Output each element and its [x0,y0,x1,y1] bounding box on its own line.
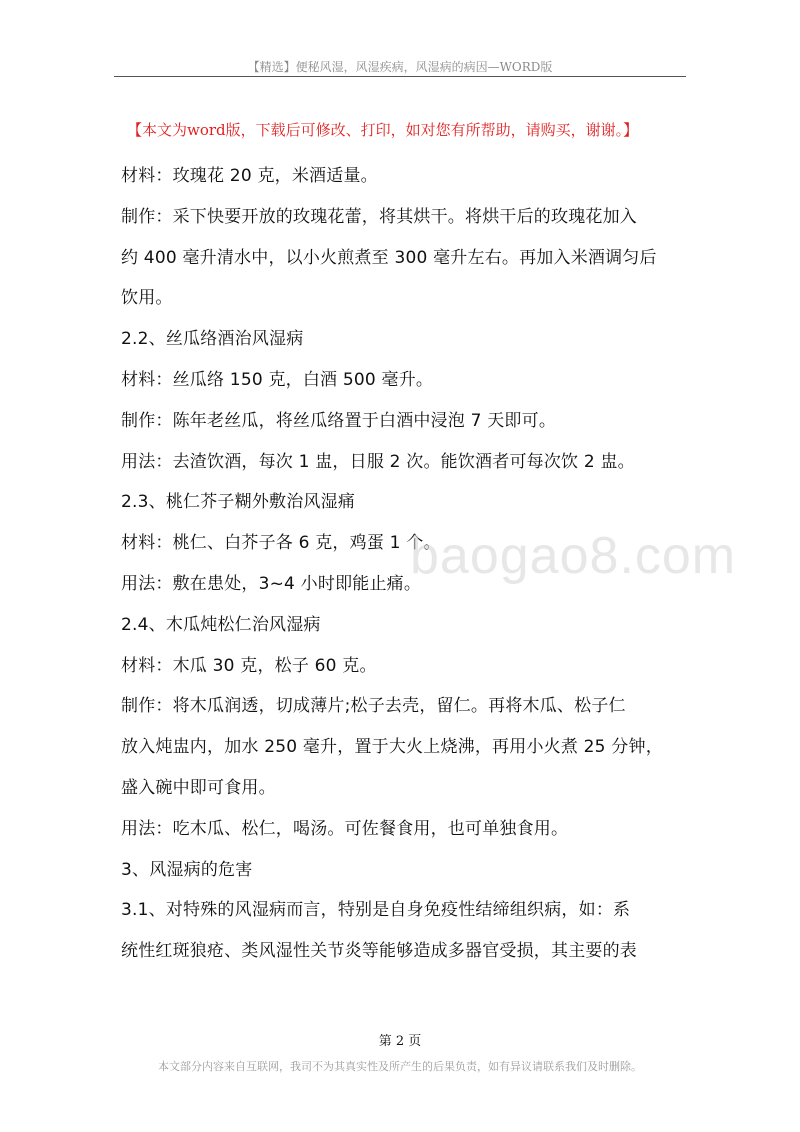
word-version-notice: 【本文为word版，下载后可修改、打印，如对您有所帮助，请购买，谢谢。】 [127,121,639,139]
section-heading: 3、风湿病的危害 [121,859,253,880]
page-number: 第 2 页 [378,1034,422,1049]
body-line: 约 400 毫升清水中，以小火煎煮至 300 毫升左右。再加入米酒调匀后 [121,247,657,268]
section-heading: 2.4、木瓜炖松仁治风湿病 [121,614,321,635]
body-line: 盛入碗中即可食用。 [121,777,276,798]
body-line: 制作：采下快要开放的玫瑰花蕾，将其烘干。将烘干后的玫瑰花加入 [121,206,637,227]
body-line: 饮用。 [121,288,173,309]
body-line: 制作：陈年老丝瓜，将丝瓜络置于白酒中浸泡 7 天即可。 [121,410,557,431]
watermark: baogao8.com [410,527,737,585]
body-line: 用法：吃木瓜、松仁，喝汤。可佐餐食用，也可单独食用。 [121,818,569,839]
document-header: 【精选】便秘风湿，风湿疾病，风湿病的病因—WORD版 [247,60,553,74]
body-line: 用法：敷在患处，3~4 小时即能止痛。 [121,573,422,594]
body-line: 材料：木瓜 30 克，松子 60 克。 [121,655,377,676]
section-heading: 2.3、桃仁芥子糊外敷治风湿痛 [121,492,356,513]
body-line: 统性红斑狼疮、类风湿性关节炎等能够造成多器官受损，其主要的表 [121,941,637,962]
body-line: 材料：丝瓜络 150 克，白酒 500 毫升。 [121,369,434,390]
body-line: 材料：桃仁、白芥子各 6 克，鸡蛋 1 个。 [121,533,441,554]
body-line: 制作：将木瓜润透，切成薄片;松子去壳，留仁。再将木瓜、松子仁 [121,696,626,717]
header-divider [114,76,686,77]
body-line: 材料：玫瑰花 20 克，米酒适量。 [121,166,378,186]
section-heading: 2.2、丝瓜络酒治风湿病 [121,329,304,350]
body-line: 3.1、对特殊的风湿病而言，特别是自身免疫性结缔组织病，如：系 [121,900,631,921]
footer-disclaimer: 本文部分内容来自互联网，我司不为其真实性及所产生的后果负责，如有异议请联系我们及时删除。 [158,1060,642,1073]
body-line: 用法：去渣饮酒，每次 1 盅，日服 2 次。能饮酒者可每次饮 2 盅。 [121,451,635,472]
body-line: 放入炖盅内，加水 250 毫升，置于大火上烧沸，再用小火煮 25 分钟， [121,737,663,758]
